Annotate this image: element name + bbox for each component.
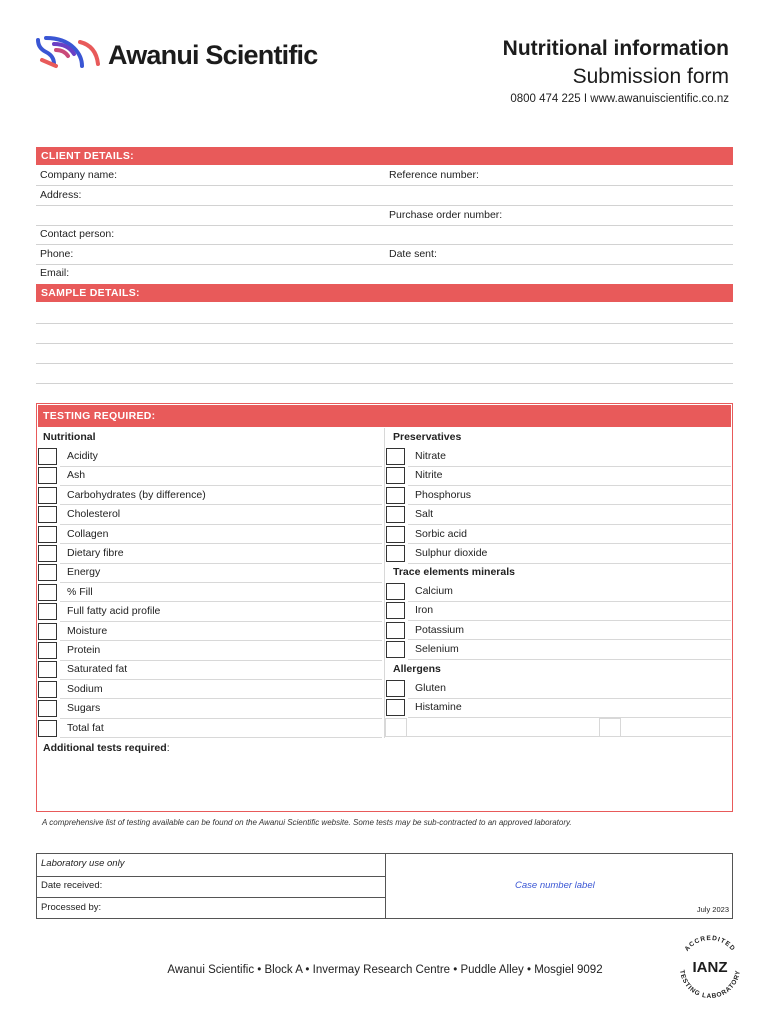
allergen-test-item: Gluten [408, 679, 731, 699]
reference-number-label: Reference number: [389, 169, 479, 181]
allergen-test-checkbox[interactable] [386, 699, 405, 716]
nutritional-test-checkbox[interactable] [38, 642, 57, 659]
trace-element-test-checkbox[interactable] [386, 622, 405, 639]
testing-note: A comprehensive list of testing available can be found on the Awanui Scientific website. Some tests may be sub-contracted to an approved laboratory. [42, 818, 572, 827]
preservatives-heading: Preservatives [393, 431, 462, 443]
trace-element-test-item: Calcium [408, 582, 731, 602]
preservative-test-checkbox[interactable] [386, 526, 405, 543]
preservative-test-checkbox[interactable] [386, 506, 405, 523]
nutritional-test-checkbox[interactable] [38, 700, 57, 717]
nutritional-test-checkbox[interactable] [38, 448, 57, 465]
purchase-order-label: Purchase order number: [389, 209, 503, 221]
nutritional-test-item: Cholesterol [60, 505, 382, 525]
nutritional-test-item: Full fatty acid profile [60, 602, 382, 622]
lab-divider [385, 854, 386, 918]
brand-name: Awanui Scientific [108, 40, 318, 70]
nutritional-test-checkbox[interactable] [38, 681, 57, 698]
contact-person-label: Contact person: [40, 228, 115, 240]
client-row-po[interactable] [36, 206, 733, 226]
nutritional-test-item: Collagen [60, 525, 382, 545]
empty-cell [385, 718, 407, 737]
additional-tests-label: Additional tests required [43, 742, 167, 754]
company-name-label: Company name: [40, 169, 118, 181]
processed-by-field[interactable]: Processed by: [41, 902, 102, 913]
additional-tests-colon: : [166, 742, 170, 754]
nutritional-heading: Nutritional [43, 431, 96, 443]
client-row-address[interactable] [36, 186, 733, 206]
sample-line[interactable] [36, 344, 733, 364]
trace-element-test-item: Selenium [408, 640, 731, 660]
lab-divider [37, 876, 385, 877]
nutritional-test-checkbox[interactable] [38, 564, 57, 581]
testing-required-heading: TESTING REQUIRED: [38, 405, 731, 427]
nutritional-test-item: Acidity [60, 447, 382, 467]
client-row-email[interactable] [36, 264, 733, 284]
email-label: Email: [40, 267, 70, 279]
nutritional-test-checkbox[interactable] [38, 506, 57, 523]
preservative-test-checkbox[interactable] [386, 448, 405, 465]
nutritional-test-item: Protein [60, 641, 382, 661]
nutritional-test-checkbox[interactable] [38, 623, 57, 640]
nutritional-test-item: Carbohydrates (by difference) [60, 486, 382, 506]
phone-label: Phone: [40, 248, 74, 260]
allergens-heading: Allergens [393, 663, 441, 675]
preservative-test-item: Nitrite [408, 466, 731, 486]
preservative-test-item: Nitrate [408, 447, 731, 467]
lab-use-only-label: Laboratory use only [41, 858, 125, 869]
svg-text:ACCREDITED [684, 935, 737, 953]
preservative-test-item: Phosphorus [408, 486, 731, 506]
preservative-test-checkbox[interactable] [386, 487, 405, 504]
trace-element-test-checkbox[interactable] [386, 641, 405, 658]
date-received-field[interactable]: Date received: [41, 880, 103, 891]
client-row-company[interactable] [36, 166, 733, 186]
nutritional-test-item: Energy [60, 563, 382, 583]
lab-divider [37, 897, 385, 898]
empty-cell [407, 718, 599, 737]
nutritional-test-checkbox[interactable] [38, 526, 57, 543]
nutritional-test-item: Saturated fat [60, 660, 382, 680]
trace-elements-heading: Trace elements minerals [393, 566, 515, 578]
sample-line[interactable] [36, 304, 733, 324]
nutritional-test-checkbox[interactable] [38, 584, 57, 601]
nutritional-test-item: Moisture [60, 622, 382, 642]
version-date: July 2023 [696, 905, 729, 914]
preservative-test-item: Sulphur dioxide [408, 544, 731, 564]
client-row-contact[interactable] [36, 225, 733, 245]
sample-line[interactable] [36, 324, 733, 344]
badge-top-text: ACCREDITED [683, 934, 737, 953]
case-number-label: Case number label [515, 880, 595, 891]
page-title: Nutritional information [502, 37, 729, 60]
nutritional-test-checkbox[interactable] [38, 661, 57, 678]
nutritional-test-checkbox[interactable] [38, 467, 57, 484]
column-divider [384, 428, 385, 738]
nutritional-test-checkbox[interactable] [38, 603, 57, 620]
trace-element-test-checkbox[interactable] [386, 602, 405, 619]
sample-line[interactable] [36, 364, 733, 384]
allergen-test-item: Histamine [408, 698, 731, 718]
preservative-test-item: Salt [408, 505, 731, 525]
allergen-test-checkbox[interactable] [386, 680, 405, 697]
preservative-test-checkbox[interactable] [386, 545, 405, 562]
ianz-accreditation-badge-icon [670, 928, 750, 1008]
nutritional-test-checkbox[interactable] [38, 487, 57, 504]
badge-mark: IANZ [692, 959, 728, 976]
footer-address: Awanui Scientific • Block A • Invermay Research Centre • Puddle Alley • Mosgiel 9092 [167, 964, 603, 976]
page-subtitle: Submission form [572, 65, 729, 88]
date-sent-label: Date sent: [389, 248, 437, 260]
nutritional-test-item: Total fat [60, 719, 382, 739]
nutritional-test-item: Sodium [60, 680, 382, 700]
nutritional-test-item: Ash [60, 466, 382, 486]
additional-tests-field[interactable] [43, 740, 170, 756]
nutritional-test-item: % Fill [60, 583, 382, 603]
trace-element-test-item: Potassium [408, 621, 731, 641]
address-label: Address: [40, 189, 82, 201]
nutritional-test-item: Dietary fibre [60, 544, 382, 564]
client-details-heading: CLIENT DETAILS: [36, 147, 733, 165]
preservative-test-checkbox[interactable] [386, 467, 405, 484]
trace-element-test-checkbox[interactable] [386, 583, 405, 600]
badge-bottom-text: TESTING LABORATORY [678, 969, 742, 1001]
nutritional-test-checkbox[interactable] [38, 720, 57, 737]
sample-details-heading: SAMPLE DETAILS: [36, 284, 733, 302]
empty-cell [599, 718, 621, 737]
trace-element-test-item: Iron [408, 601, 731, 621]
empty-cell [621, 718, 731, 737]
client-row-phone[interactable] [36, 245, 733, 265]
laboratory-use-box [36, 853, 733, 919]
preservative-test-item: Sorbic acid [408, 525, 731, 545]
contact-line: 0800 474 225 I www.awanuiscientific.co.nz [510, 93, 729, 105]
awanui-logo-icon [34, 34, 104, 72]
nutritional-test-checkbox[interactable] [38, 545, 57, 562]
nutritional-test-item: Sugars [60, 699, 382, 719]
